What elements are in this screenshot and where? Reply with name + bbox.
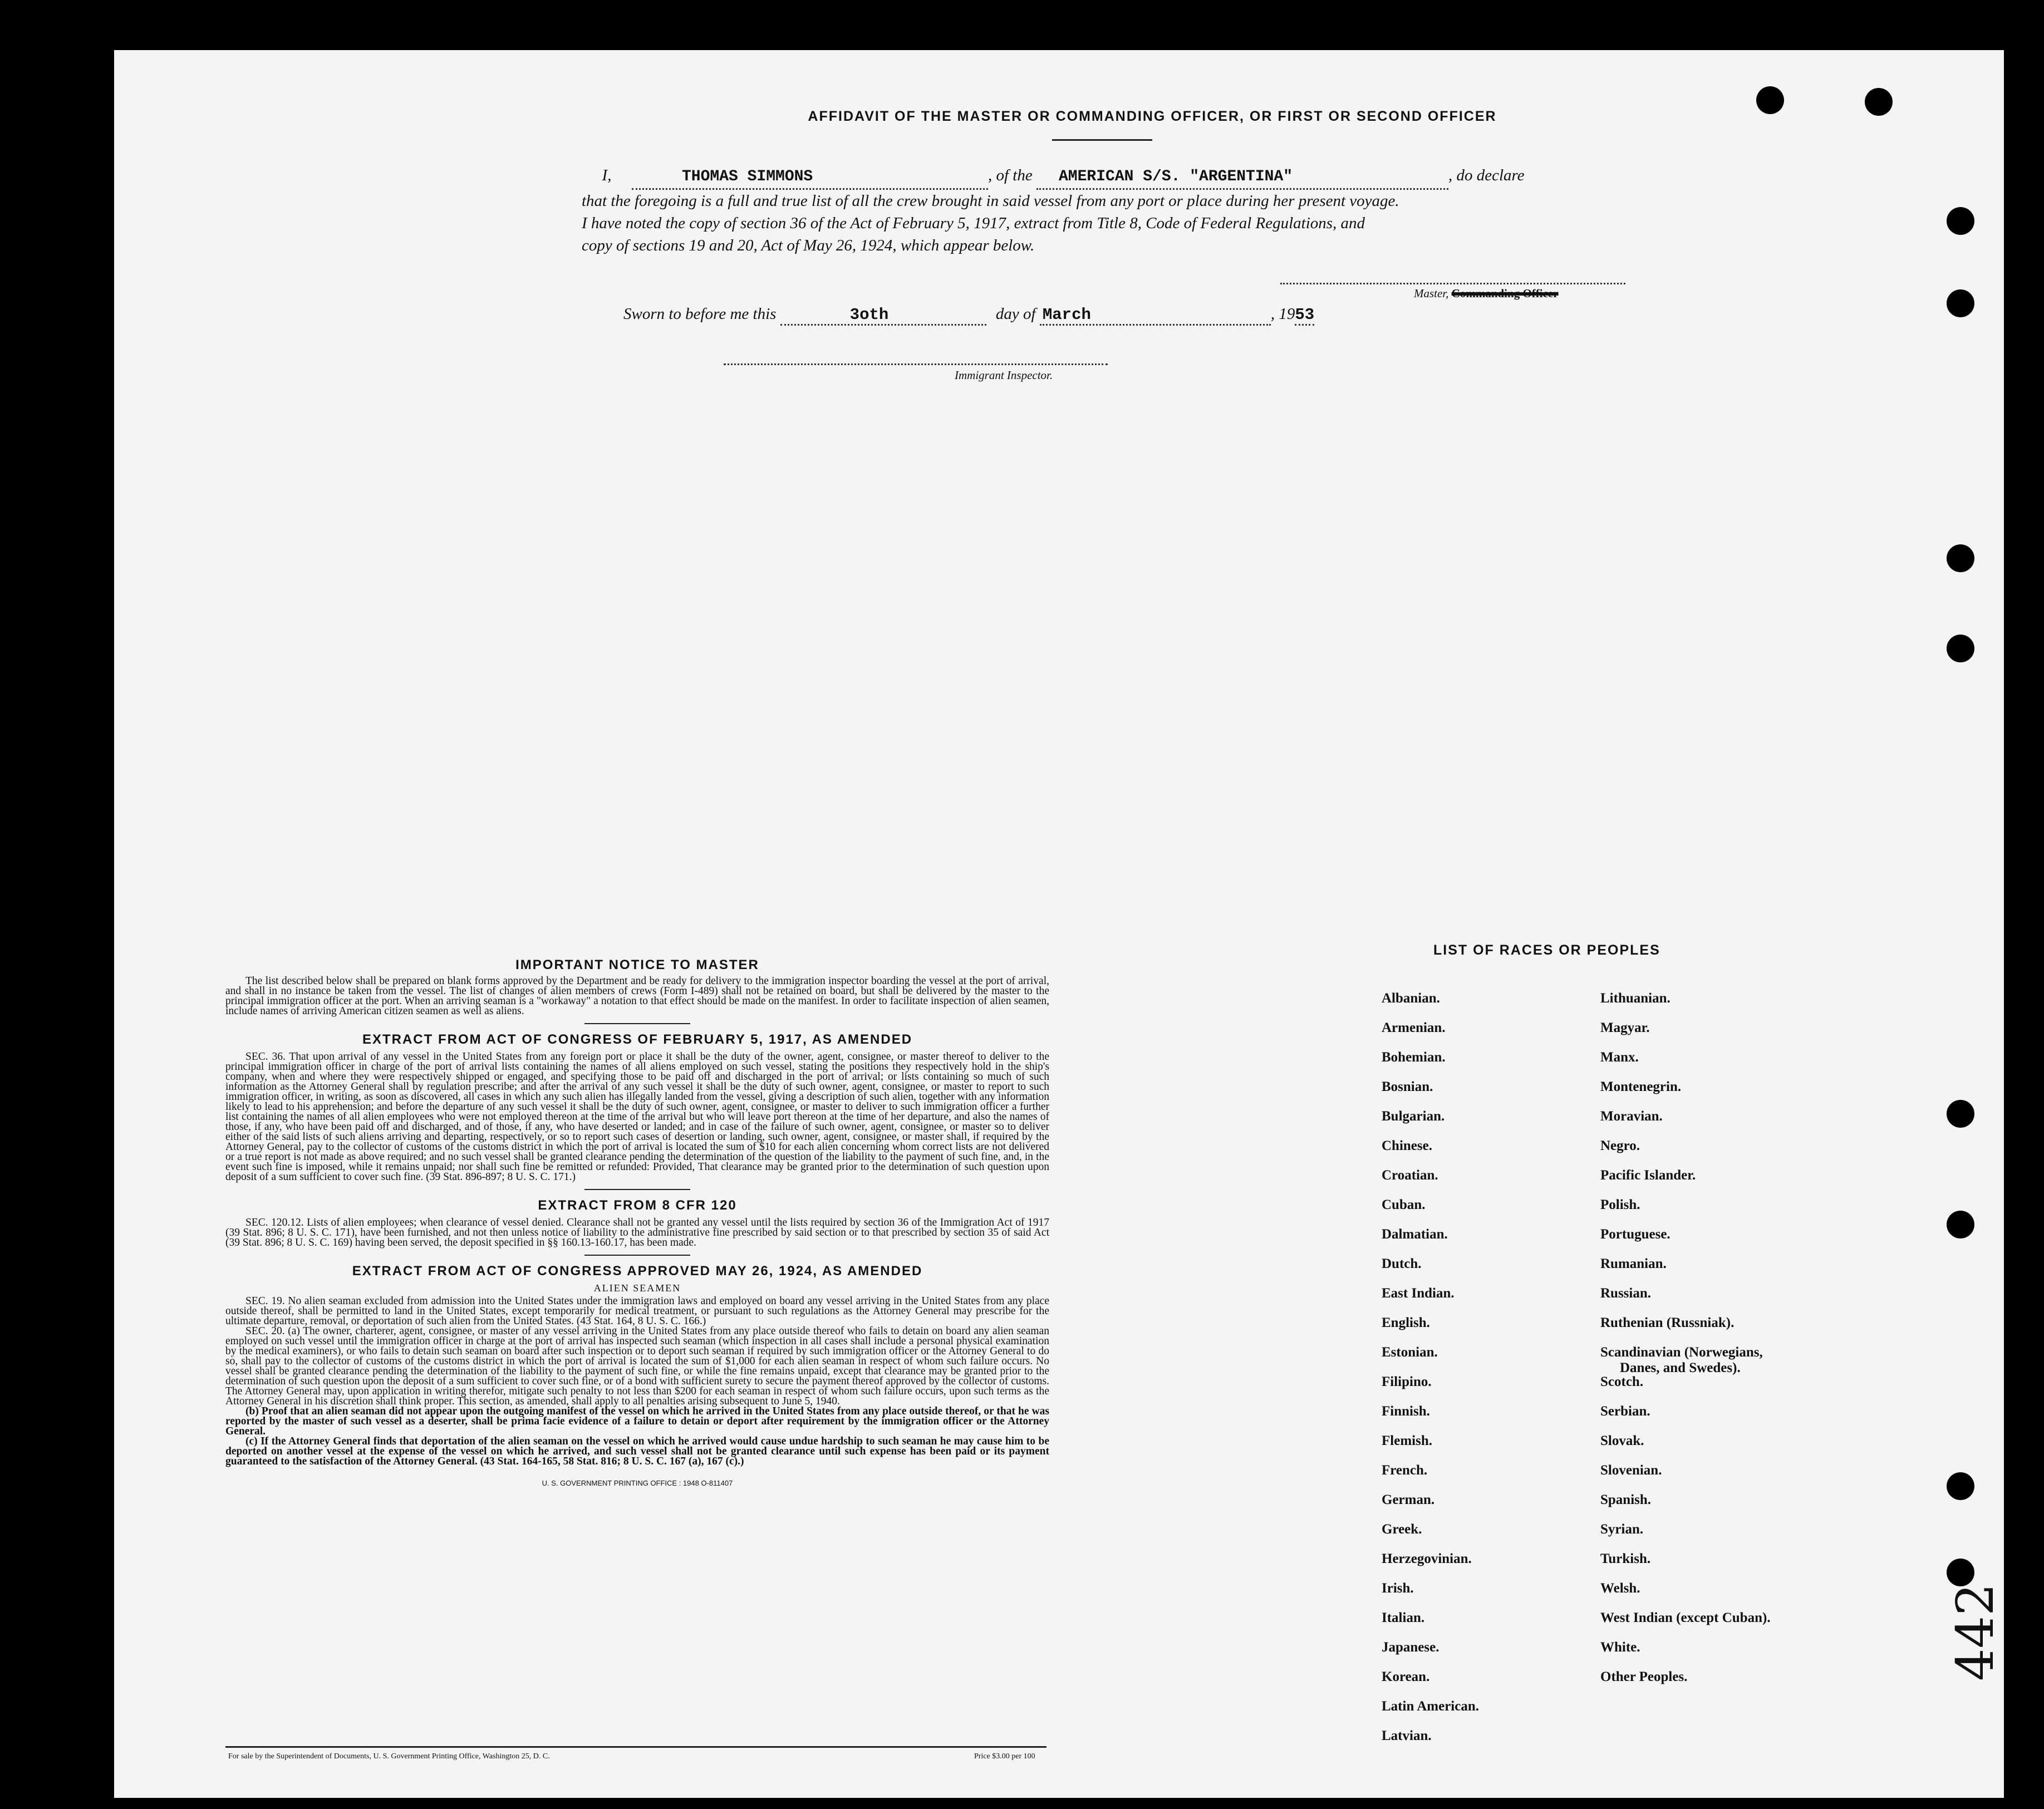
of-the-text: , of the: [988, 166, 1033, 184]
extract-cfr-text: SEC. 120.12. Lists of alien employees; when clearance of vessel denied. Clearance shall not be granted any vessel until the lists required by section 36 of the Immigration Act of 1917 (39 Stat. 896; 8 U. S. C. 171), have been furnished, and not then unless notice of liability to the administrative fine prescribed by said section or to that prescribed by section 35 of said Act (39 Stat. 896; 8 U. S. C. 169) having been served, the deposit specified in §§ 160.13-160.17, has been made.: [225, 1217, 1049, 1248]
race-right-item: West Indian (except Cuban).: [1600, 1610, 1771, 1625]
races-title: LIST OF RACES OR PEOPLES: [1433, 942, 1660, 958]
race-right-item: Danes, and Swedes).: [1620, 1360, 1741, 1375]
struck-commanding-officer: Commanding Officer: [1451, 287, 1559, 300]
race-right-item: Scotch.: [1600, 1374, 1644, 1389]
race-left-item: Latvian.: [1382, 1728, 1432, 1743]
divider: [584, 1255, 690, 1256]
race-right-item: Syrian.: [1600, 1522, 1644, 1537]
sec20a-text: SEC. 20. (a) The owner, charterer, agent, consignee, or master of any vessel arriving in the United States from any place outside thereof who fails to detain on board any alien seaman employed on such vessel until the immigration officer in charge at the port of arrival has inspected such seaman (which inspection in all cases shall include a personal physical examination by the medical examiners), or who fails to detain such seaman on board after such inspection or to deport such seaman if required by such immigration officer or the Attorney General to do so, shall pay to the collector of customs of the customs district in which the port of arrival is located the sum of $1,000 for each alien seaman in respect of whom such failure occurs. No vessel shall be granted clearance pending the determination of the liability to the payment of such fine, or while the fine remains unpaid, except that clearance may be granted prior to the determination of such question upon the deposit of a sum sufficient to cover such fine, or of a bond with sufficient surety to secure the payment thereof approved by the collector of customs. The Attorney General may, upon application in writing therefor, mitigate such penalty to not less than $200 for each seaman in respect of whom such failure occurs, upon such terms as the Attorney General in his discretion shall think proper. This section, as amended, shall apply to all penalties arising subsequent to June 5, 1940.: [225, 1325, 1049, 1407]
inspector-label: Immigrant Inspector.: [955, 368, 1053, 382]
sworn-month-field: March: [1040, 306, 1271, 326]
race-left-item: Croatian.: [1382, 1168, 1438, 1183]
race-right-item: Manx.: [1600, 1050, 1639, 1065]
notice-text: The list described below shall be prepared on blank forms approved by the Department and be ready for delivery to the immigration inspector boarding the vessel at the port of arrival, and shall in no instance be taken from the vessel. The list of changes of alien members of crews (Form I-489) shall not be retained on board, but shall be delivered by the master to the principal immigration officer at the port. When an arriving seaman is a "workaway" a notation to that effect should be made on the manifest. In order to facilitate inspection of alien seamen, include names of arriving American citizen seamen as well as aliens.: [225, 975, 1049, 1017]
race-left-item: German.: [1382, 1492, 1435, 1507]
document-page: [114, 50, 2004, 1798]
footer-right: Price $3.00 per 100: [974, 1752, 1035, 1761]
i-word: I,: [602, 166, 612, 184]
race-left-item: Italian.: [1382, 1610, 1425, 1625]
race-left-item: Albanian.: [1382, 991, 1440, 1006]
divider: [584, 1023, 690, 1024]
sworn-year-field: 53: [1295, 306, 1314, 326]
declaration-line-4: copy of sections 19 and 20, Act of May 26, 1924, which appear below.: [582, 237, 1035, 254]
race-right-item: White.: [1600, 1640, 1640, 1655]
sec19-paragraph: [225, 1296, 1049, 1326]
notice-body: [225, 976, 1049, 1016]
extract-1917-title: EXTRACT FROM ACT OF CONGRESS OF FEBRUARY 5, 1917, AS AMENDED: [362, 1032, 913, 1047]
race-right-item: Ruthenian (Russniak).: [1600, 1315, 1735, 1330]
race-right-item: Moravian.: [1600, 1109, 1663, 1124]
master-signature-line: [1280, 283, 1625, 284]
race-left-item: Bulgarian.: [1382, 1109, 1445, 1124]
divider: [584, 1189, 690, 1190]
affidavit-title: AFFIDAVIT OF THE MASTER OR COMMANDING OFFICER, OR FIRST OR SECOND OFFICER: [808, 109, 1497, 124]
sworn-line: [623, 305, 1314, 326]
race-right-item: Lithuanian.: [1600, 991, 1670, 1006]
sec20c-paragraph: [225, 1437, 1049, 1467]
punch-hole: [1947, 1100, 1974, 1128]
race-left-item: Herzegovinian.: [1382, 1551, 1472, 1566]
sec20b-text: (b) Proof that an alien seaman did not appear upon the outgoing manifest of the vessel on which he arrived in the United States from any place outside thereof, or that he was reported by the master of such vessel as a deserter, shall be prima facie evidence of a failure to detain or deport after requirement by the immigration officer or the Attorney General.: [225, 1405, 1049, 1437]
sworn-prefix: Sworn to before me this: [623, 305, 777, 323]
sec20b-paragraph: [225, 1407, 1049, 1437]
year-prefix: , 19: [1270, 305, 1295, 323]
extract-1917-body: [225, 1052, 1049, 1182]
extract-cfr-title: EXTRACT FROM 8 CFR 120: [538, 1198, 737, 1213]
punch-hole: [1947, 635, 1974, 662]
race-right-item: Slovenian.: [1600, 1463, 1662, 1478]
race-left-item: Dutch.: [1382, 1256, 1422, 1271]
race-right-item: Rumanian.: [1600, 1256, 1667, 1271]
race-right-item: Magyar.: [1600, 1020, 1650, 1035]
race-left-item: Japanese.: [1382, 1640, 1439, 1655]
handwritten-margin-number: 442: [1945, 1583, 2005, 1681]
race-left-item: English.: [1382, 1315, 1430, 1330]
punch-hole: [1947, 1211, 1974, 1238]
master-signature-label: [1414, 287, 1559, 301]
race-right-item: Other Peoples.: [1600, 1669, 1688, 1684]
race-right-item: Polish.: [1600, 1197, 1640, 1212]
race-right-item: Russian.: [1600, 1286, 1652, 1301]
footer-left: For sale by the Superintendent of Documents, U. S. Government Printing Office, Washington 25, D. C.: [228, 1752, 550, 1761]
extract-cfr-body: [225, 1218, 1049, 1248]
race-right-item: Montenegrin.: [1600, 1079, 1682, 1094]
punch-hole: [1947, 207, 1974, 235]
extract-1917-text: SEC. 36. That upon arrival of any vessel in the United States from any foreign port or place it shall be the duty of the owner, agent, consignee, or master thereof to deliver to the principal immigration officer in charge of the port of arrival lists containing the names of all aliens employed on such vessel, stating the positions they respectively hold in the ship's company, when and where they were respectively shipped or engaged, and specifying those to be paid off and discharged in the port of arrival; or lists containing so much of such information as the Attorney General shall by regulation prescribe; and after the arrival of any such vessel it shall be the duty of such owner, agent, consignee, or master to report to such immigration officer, in writing, as soon as discovered, all cases in which any such alien has illegally landed from the vessel, giving a description of such alien, together with any information likely to lead to his apprehension; and before the departure of any such vessel it shall be the duty of such owner, agent, consignee, or master to deliver to such immigration officer a further list containing the names of all alien employees who were not employed thereon at the time of the arrival but who will leave port thereon at the time of her departure, and also the names of those, if any, who have been paid off and discharged, and of those, if any, who have deserted or landed; and in case of the failure of such owner, agent, consignee, or master so to deliver either of the said lists of such aliens arriving and departing, respectively, or so to report such cases of desertion or landing, such owner, agent, consignee, or master shall, if required by the Attorney General, pay to the collector of customs of the customs district in which the port of arrival is located the sum of $10 for each alien concerning whom correct lists are not delivered or a true report is not made as above required; and no such vessel shall be granted clearance pending the determination of the question of the liability to the payment of such fine, and, in the event such fine is imposed, while it remains unpaid; nor shall such fine be remitted or refunded: Provided, That clearance may be granted prior to the determination of such question upon deposit of a sum sufficient to cover such fine. (39 Stat. 896-897; 8 U. S. C. 171.): [225, 1051, 1049, 1183]
race-left-item: Estonian.: [1382, 1345, 1438, 1360]
punch-hole: [1947, 1472, 1974, 1500]
race-left-item: Korean.: [1382, 1669, 1430, 1684]
master-name-field: THOMAS SIMMONS: [632, 166, 988, 190]
affidavit-declaration: [582, 164, 1634, 257]
race-right-item: Turkish.: [1600, 1551, 1651, 1566]
notice-title: IMPORTANT NOTICE TO MASTER: [515, 957, 759, 972]
race-left-item: Bohemian.: [1382, 1050, 1446, 1065]
title-underline: [1052, 139, 1152, 141]
declaration-line-3: I have noted the copy of section 36 of the Act of February 5, 1917, extract from Title 8, Code of Federal Regulations, and: [582, 214, 1365, 232]
race-right-item: Spanish.: [1600, 1492, 1652, 1507]
vessel-name-field: AMERICAN S/S. "ARGENTINA": [1036, 166, 1448, 190]
master-label: Master,: [1414, 287, 1449, 300]
race-right-item: Scandinavian (Norwegians,: [1600, 1345, 1763, 1360]
punch-hole: [1947, 289, 1974, 317]
race-left-item: Filipino.: [1382, 1374, 1432, 1389]
punch-hole: [1947, 1559, 1974, 1586]
race-left-item: Flemish.: [1382, 1433, 1432, 1448]
race-left-item: Armenian.: [1382, 1020, 1446, 1035]
do-declare-text: , do declare: [1448, 166, 1525, 184]
race-left-item: East Indian.: [1382, 1286, 1455, 1301]
race-left-item: Latin American.: [1382, 1699, 1479, 1714]
punch-hole: [1756, 86, 1784, 114]
race-right-item: Pacific Islander.: [1600, 1168, 1696, 1183]
legal-column: [225, 957, 1049, 1487]
sworn-day-field: 3oth: [780, 306, 986, 326]
race-left-item: Irish.: [1382, 1581, 1414, 1596]
footer-rule: [225, 1746, 1046, 1748]
inspector-signature-line: [724, 363, 1108, 365]
race-right-item: Welsh.: [1600, 1581, 1640, 1596]
punch-hole: [1947, 544, 1974, 572]
race-left-item: Dalmatian.: [1382, 1227, 1448, 1242]
extract-1924-title: EXTRACT FROM ACT OF CONGRESS APPROVED MAY 26, 1924, AS AMENDED: [352, 1264, 923, 1279]
race-right-item: Negro.: [1600, 1138, 1640, 1153]
declaration-line-2: that the foregoing is a full and true list of all the crew brought in said vessel from any port or place during her present voyage.: [582, 192, 1399, 210]
day-of-text: day of: [995, 305, 1036, 323]
race-right-item: Serbian.: [1600, 1404, 1650, 1419]
sec20a-paragraph: [225, 1326, 1049, 1407]
sec20c-text: (c) If the Attorney General finds that deportation of the alien seaman on the vessel on which he arrived would cause undue hardship to such seaman he may cause him to be deported on another vessel at the expense of the vessel on which he arrived, and such vessel shall not be granted clearance until such expense has been paid or its payment guaranteed to the satisfaction of the Attorney General. (43 Stat. 164-165, 58 Stat. 816; 8 U. S. C. 167 (a), 167 (c).): [225, 1436, 1049, 1467]
sec19-text: SEC. 19. No alien seaman excluded from admission into the United States under the immigration laws and employed on board any vessel arriving in the United States from any place outside thereof, shall be permitted to land in the United States, except temporarily for medical treatment, or pursuant to such regulations as the Attorney General may prescribe for the ultimate departure, removal, or deportation of such alien from the United States. (43 Stat. 164, 8 U. S. C. 166.): [225, 1295, 1049, 1327]
race-left-item: Finnish.: [1382, 1404, 1430, 1419]
race-left-item: Chinese.: [1382, 1138, 1432, 1153]
printing-office-imprint: U. S. GOVERNMENT PRINTING OFFICE : 1948 O-811407: [542, 1479, 733, 1487]
race-left-item: Cuban.: [1382, 1197, 1426, 1212]
punch-hole: [1865, 88, 1893, 116]
race-left-item: French.: [1382, 1463, 1428, 1478]
extract-1924-subtitle: ALIEN SEAMEN: [593, 1282, 681, 1294]
race-left-item: Greek.: [1382, 1522, 1422, 1537]
race-left-item: Bosnian.: [1382, 1079, 1433, 1094]
race-right-item: Slovak.: [1600, 1433, 1644, 1448]
race-right-item: Portuguese.: [1600, 1227, 1670, 1242]
